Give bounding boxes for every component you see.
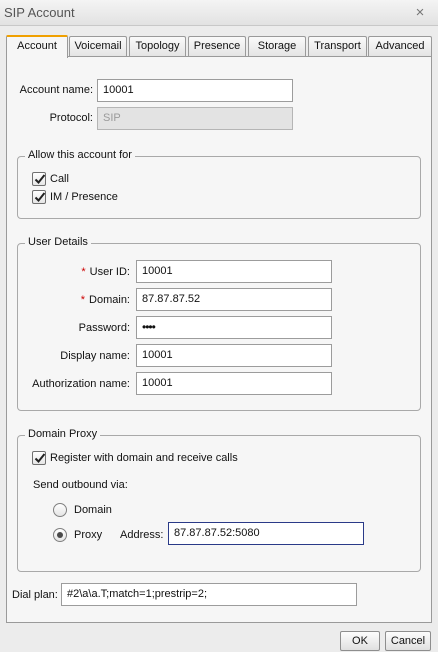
protocol-field: SIP <box>97 107 293 130</box>
required-marker: * <box>80 294 86 306</box>
authorization-name-input[interactable]: 10001 <box>136 372 332 395</box>
tab-storage[interactable]: Storage <box>248 36 306 56</box>
tab-account[interactable]: Account <box>6 35 68 58</box>
im-presence-checkbox[interactable] <box>32 190 46 204</box>
dial-plan-input[interactable]: #2\a\a.T;match=1;prestrip=2; <box>61 583 357 606</box>
user-id-label-text: User ID: <box>89 266 130 278</box>
tab-bar <box>6 35 432 57</box>
proxy-address-label: Address: <box>120 529 164 541</box>
tab-transport[interactable]: Transport <box>308 36 367 56</box>
window-title: SIP Account <box>4 5 75 20</box>
domain-proxy-group <box>17 428 421 572</box>
password-label: Password: <box>78 322 130 334</box>
register-domain-checkbox[interactable] <box>32 451 46 465</box>
account-name-label: Account name: <box>19 84 93 96</box>
close-icon[interactable]: × <box>415 4 425 21</box>
call-checkbox-label: Call <box>50 173 69 185</box>
send-outbound-label: Send outbound via: <box>33 479 128 491</box>
proxy-radio[interactable] <box>53 528 67 542</box>
call-checkbox[interactable] <box>32 172 46 186</box>
dial-plan-label: Dial plan: <box>12 589 58 601</box>
domain-input[interactable]: 87.87.87.52 <box>136 288 332 311</box>
tab-presence[interactable]: Presence <box>188 36 246 56</box>
domain-radio[interactable] <box>53 503 67 517</box>
proxy-address-input[interactable]: 87.87.87.52:5080 <box>168 522 364 545</box>
tab-advanced[interactable]: Advanced <box>368 36 432 56</box>
check-icon <box>34 173 46 185</box>
cancel-button[interactable]: Cancel <box>385 631 431 651</box>
user-details-group <box>17 236 421 411</box>
password-input[interactable]: •••• <box>136 316 332 339</box>
register-domain-label: Register with domain and receive calls <box>50 452 238 464</box>
domain-label-text: Domain: <box>89 294 130 306</box>
user-details-legend: User Details <box>25 236 91 248</box>
proxy-radio-label: Proxy <box>74 529 103 541</box>
user-id-label <box>18 266 130 278</box>
display-name-input[interactable]: 10001 <box>136 344 332 367</box>
check-icon <box>34 191 46 203</box>
title-bar <box>0 0 438 26</box>
allow-account-group <box>17 149 421 219</box>
radio-selected-dot <box>57 532 63 538</box>
account-tab-panel <box>6 56 432 623</box>
account-name-input[interactable]: 10001 <box>97 79 293 102</box>
authorization-name-label: Authorization name: <box>32 378 130 390</box>
ok-button[interactable]: OK <box>340 631 380 651</box>
tab-topology[interactable]: Topology <box>129 36 186 56</box>
domain-proxy-legend: Domain Proxy <box>25 428 100 440</box>
check-icon <box>34 452 46 464</box>
domain-radio-label: Domain <box>74 504 112 516</box>
user-id-input[interactable]: 10001 <box>136 260 332 283</box>
tab-voicemail[interactable]: Voicemail <box>69 36 127 56</box>
protocol-label: Protocol: <box>49 112 93 124</box>
im-presence-checkbox-label: IM / Presence <box>50 191 118 203</box>
allow-account-legend: Allow this account for <box>25 149 135 161</box>
domain-label <box>18 294 130 306</box>
display-name-label: Display name: <box>60 350 130 362</box>
required-marker: * <box>81 266 86 278</box>
